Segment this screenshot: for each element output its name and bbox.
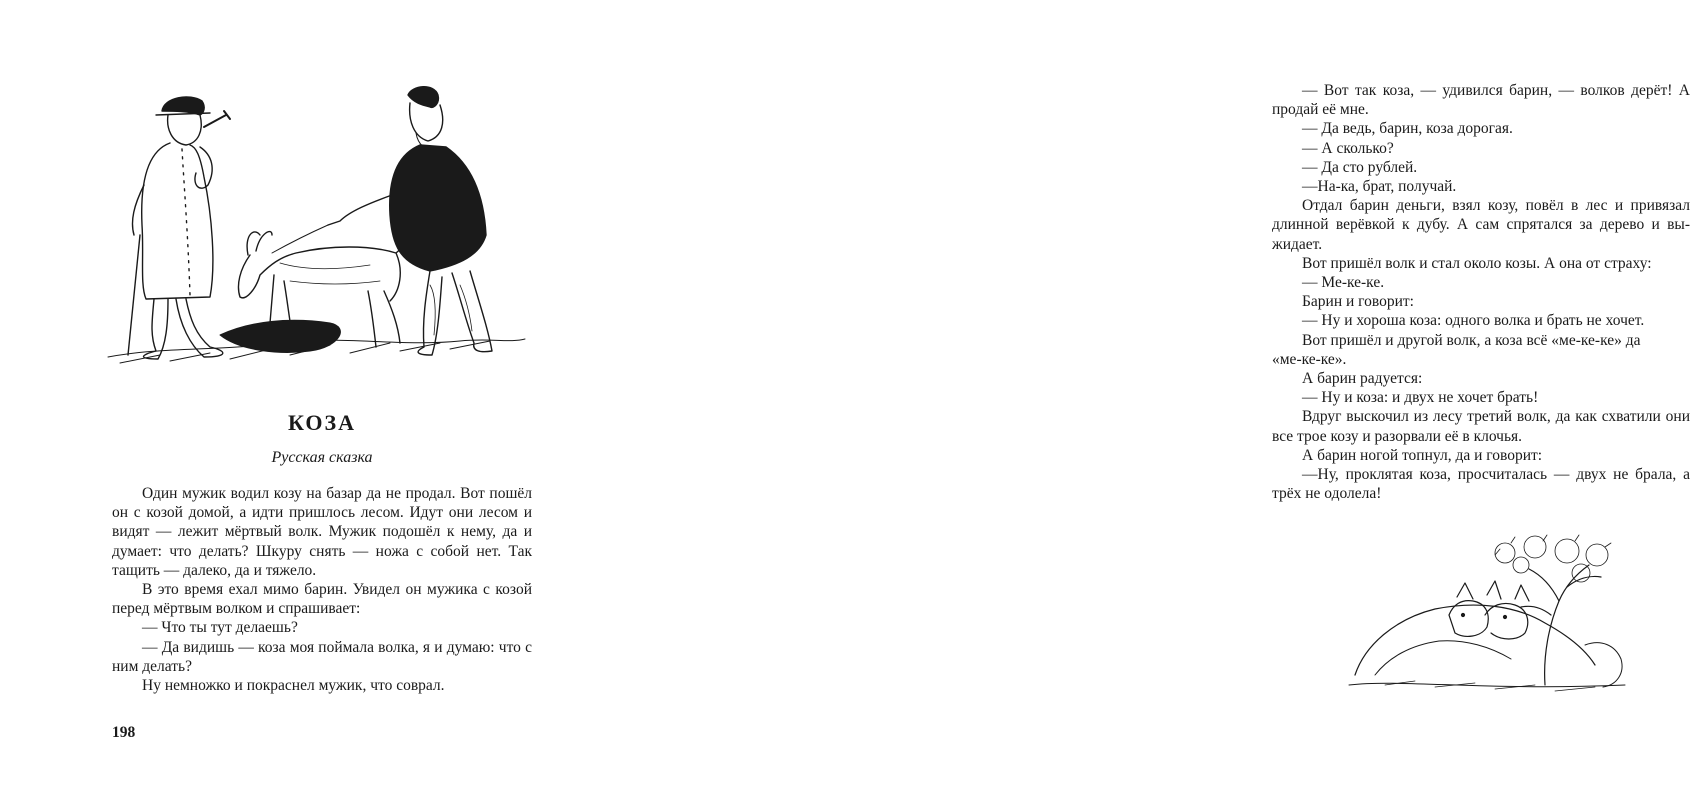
- paragraph: Вот пришёл и другой волк, а коза всё «ме-ке-ке» да: [1302, 331, 1641, 349]
- paragraph: — Да видишь — коза моя поймала волка, я и думаю: что с ним делать?: [112, 638, 532, 675]
- paragraph: — Ну и хороша коза: одного волка и брать не хочет.: [1302, 312, 1645, 330]
- story-title: КОЗА: [287, 410, 357, 435]
- right-page: [600, 0, 1690, 812]
- paragraph: —На-ка, брат, получай.: [1302, 178, 1457, 196]
- page-number: 198: [112, 724, 136, 741]
- peasant-and-goat-illustration: [100, 85, 530, 370]
- peasant-figure: [272, 87, 492, 355]
- paragraph: — Да ведь, барин, коза дорогая.: [1302, 120, 1513, 138]
- ground-hatching: [108, 320, 525, 363]
- left-page-text: [112, 484, 532, 695]
- paragraph: Отдал барин деньги, взял козу, повёл в лес и привязал длинной верёвкой к дубу. А сам спрятался за дерево и выжидает.: [1272, 197, 1690, 253]
- gentleman-figure: [128, 97, 230, 359]
- paragraph: Ну немножко и покраснел мужик, что соврал.: [142, 677, 445, 695]
- paragraph: А барин ногой топнул, да и говорит:: [1302, 446, 1543, 464]
- paragraph: «ме-ке-ке».: [1272, 350, 1347, 368]
- paragraph: — Да сто рублей.: [1302, 158, 1418, 176]
- paragraph: —Ну, проклятая коза, просчиталась — двух не брала, а трёх не одолела!: [1272, 466, 1690, 503]
- paragraph: — Вот так коза, — удивился барин, — волков дерёт! А продай её мне.: [1272, 82, 1690, 119]
- paragraph: Один мужик водил козу на базар да не продал. Вот пошёл он с козой домой, а идти пришлось лесом. Идут они лесом и видят — лежит мёртвый волк. Мужик подошёл к нему, да и думает: что делать? Шкуру снять — ножа с собой нет. Так тащить — далеко, да и тяжело.: [112, 485, 532, 579]
- story-subtitle: Русская сказка: [271, 449, 373, 466]
- paragraph: — Ме-ке-ке.: [1302, 274, 1385, 292]
- paragraph: Вот пришёл волк и стал около козы. А она от страху:: [1302, 254, 1652, 272]
- right-page-text: [1272, 81, 1690, 503]
- left-page: [0, 0, 600, 812]
- paragraph: — А сколько?: [1302, 139, 1394, 157]
- paragraph: Вдруг выскочил из лесу третий волк, да как схватили они все трое козу и разорвали её в клочья.: [1272, 408, 1690, 445]
- paragraph: — Ну и коза: и двух не хочет брать!: [1302, 389, 1539, 407]
- wolves-and-tree-illustration: [1345, 535, 1630, 700]
- paragraph: — Что ты тут делаешь?: [142, 619, 298, 637]
- wolves-figure: [1349, 581, 1625, 691]
- paragraph: А барин радуется:: [1302, 370, 1423, 388]
- paragraph: В это время ехал мимо барин. Увидел он мужика с козой перед мёртвым волком и спрашивает:: [112, 581, 532, 618]
- paragraph: Барин и говорит:: [1302, 293, 1414, 311]
